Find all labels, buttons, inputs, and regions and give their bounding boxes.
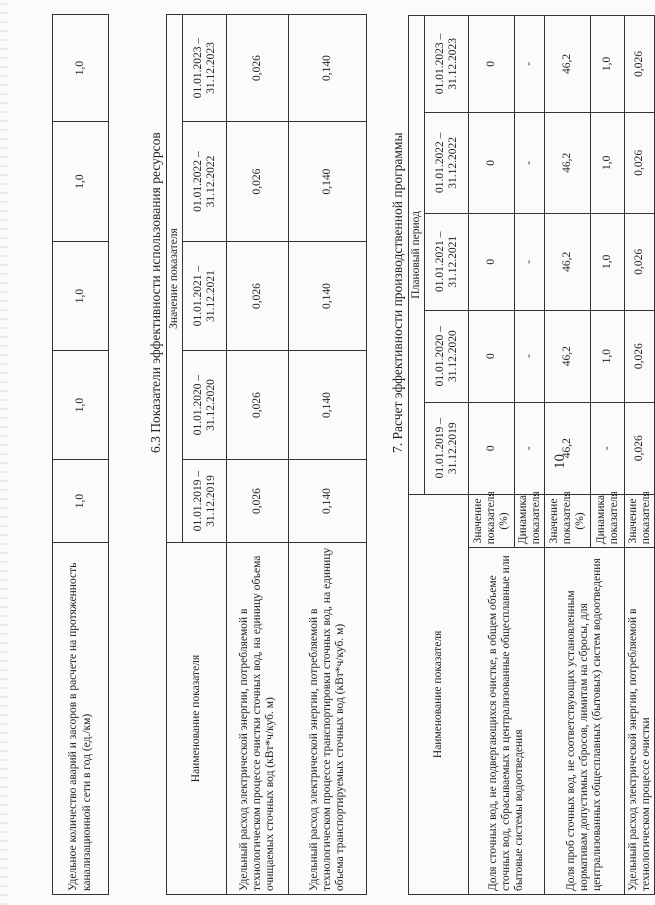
cell-value: 0,026: [625, 402, 655, 494]
period-header: 01.01.2021 – 31.12.2021: [425, 213, 469, 310]
header-group: Значение показателя: [167, 14, 183, 542]
header-row: [167, 14, 183, 894]
header-group: Плановый период: [409, 16, 425, 495]
cell-value: -: [515, 310, 545, 402]
cell-value: 0,026: [227, 14, 289, 121]
cell-value: 46,2: [545, 402, 591, 494]
row-label: Удельный расход электрической энергии, потребляемой в технологическом процессе транспортировки сточных вод, на единицу объема транспортируемых сточных вод (кВт*ч/куб. м): [289, 543, 367, 895]
row-label: Доля сточных вод, не подвергающихся очистке, в общем объеме сточных вод, сбрасываемых в централизованные общесплавные или бытовые системы водоотведения: [469, 548, 545, 895]
header-name: Наименование показателя: [409, 494, 469, 894]
cell-value: 0,026: [227, 242, 289, 351]
cell-value: 46,2: [545, 213, 591, 310]
cell-value: 1,0: [53, 460, 109, 543]
cell-value: 0,140: [289, 460, 367, 543]
table-row: [469, 16, 515, 895]
section-6-3-heading: 6.3 Показатели эффективности использования ресурсов: [148, 132, 163, 453]
cell-value: 1,0: [53, 122, 109, 242]
page-number: 10: [552, 454, 568, 469]
cell-value: -: [591, 402, 625, 494]
cell-value: 0,026: [625, 16, 655, 113]
row-label: Доля проб сточных вод, не соответствующих установленным нормативам допустимых сбросов, лимитам на сбросы, для централизованных общесплавных (бытовых) систем водоотведения: [545, 548, 625, 895]
header-row: [409, 16, 425, 895]
cell-value: 1,0: [53, 15, 109, 122]
cell-value: 0,140: [289, 351, 367, 460]
scan-noise: [0, 0, 8, 905]
sub-kind: Значение показателя (%): [545, 494, 591, 547]
cell-value: 0,026: [227, 460, 289, 543]
row-label: Удельный расход электрической энергии, потребляемой в технологическом процессе очистки: [625, 548, 655, 895]
period-header: 01.01.2022 – 31.12.2022: [183, 122, 227, 242]
cell-value: -: [515, 112, 545, 213]
period-header: 01.01.2023 – 31.12.2023: [425, 16, 469, 113]
cell-value: 0,026: [625, 112, 655, 213]
table-row: [53, 15, 109, 895]
cell-value: 0,026: [625, 213, 655, 310]
table-row: [227, 14, 289, 894]
cell-value: 0,140: [289, 242, 367, 351]
cell-value: 1,0: [53, 351, 109, 460]
table-row: [289, 14, 367, 894]
cell-value: 0,026: [625, 310, 655, 402]
cell-value: 1,0: [591, 213, 625, 310]
cell-value: 0,026: [227, 122, 289, 242]
sub-kind: Значение показателя: [625, 494, 655, 547]
cell-value: -: [515, 16, 545, 113]
program-efficiency-table: [408, 15, 655, 895]
cell-value: 0,140: [289, 122, 367, 242]
table-row: [545, 16, 591, 895]
sub-kind: Динамика показателя: [515, 494, 545, 547]
period-header: 01.01.2021 – 31.12.2021: [183, 242, 227, 351]
cell-value: 1,0: [591, 16, 625, 113]
row-label: Удельный расход электрической энергии, потребляемой в технологическом процессе очистки сточных вод, на единицу объема очищаемых сточных вод (кВт*ч/куб. м): [227, 543, 289, 895]
period-header: 01.01.2020 – 31.12.2020: [183, 351, 227, 460]
resource-efficiency-table: [166, 14, 367, 895]
cell-value: 0: [469, 213, 515, 310]
sub-kind: Значение показателя (%): [469, 494, 515, 547]
cell-value: 46,2: [545, 16, 591, 113]
cell-value: 0: [469, 16, 515, 113]
cell-value: 0: [469, 112, 515, 213]
cell-value: 0,140: [289, 14, 367, 121]
row-label: Удельное количество аварий и засоров в расчете на протяженность канализационной сети в год (ед./км): [53, 543, 109, 895]
cell-value: 0,026: [227, 351, 289, 460]
period-header: 01.01.2022 – 31.12.2022: [425, 112, 469, 213]
cell-value: 1,0: [591, 112, 625, 213]
period-header: 01.01.2019 – 31.12.2019: [425, 402, 469, 494]
period-header: 01.01.2023 – 31.12.2023: [183, 14, 227, 121]
cell-value: 0: [469, 402, 515, 494]
cell-value: -: [515, 213, 545, 310]
cell-value: 1,0: [591, 310, 625, 402]
sub-kind: Динамика показателя: [591, 494, 625, 547]
table-row: [625, 16, 655, 895]
header-name: Наименование показателя: [167, 543, 227, 895]
cell-value: 46,2: [545, 310, 591, 402]
cell-value: 0: [469, 310, 515, 402]
cell-value: 1,0: [53, 242, 109, 351]
cell-value: -: [515, 402, 545, 494]
period-header: 01.01.2020 – 31.12.2020: [425, 310, 469, 402]
period-header: 01.01.2019 – 31.12.2019: [183, 460, 227, 543]
cell-value: 46,2: [545, 112, 591, 213]
section-7-heading: 7. Расчет эффективности производственной программы: [390, 132, 405, 453]
top-table: [52, 14, 109, 895]
